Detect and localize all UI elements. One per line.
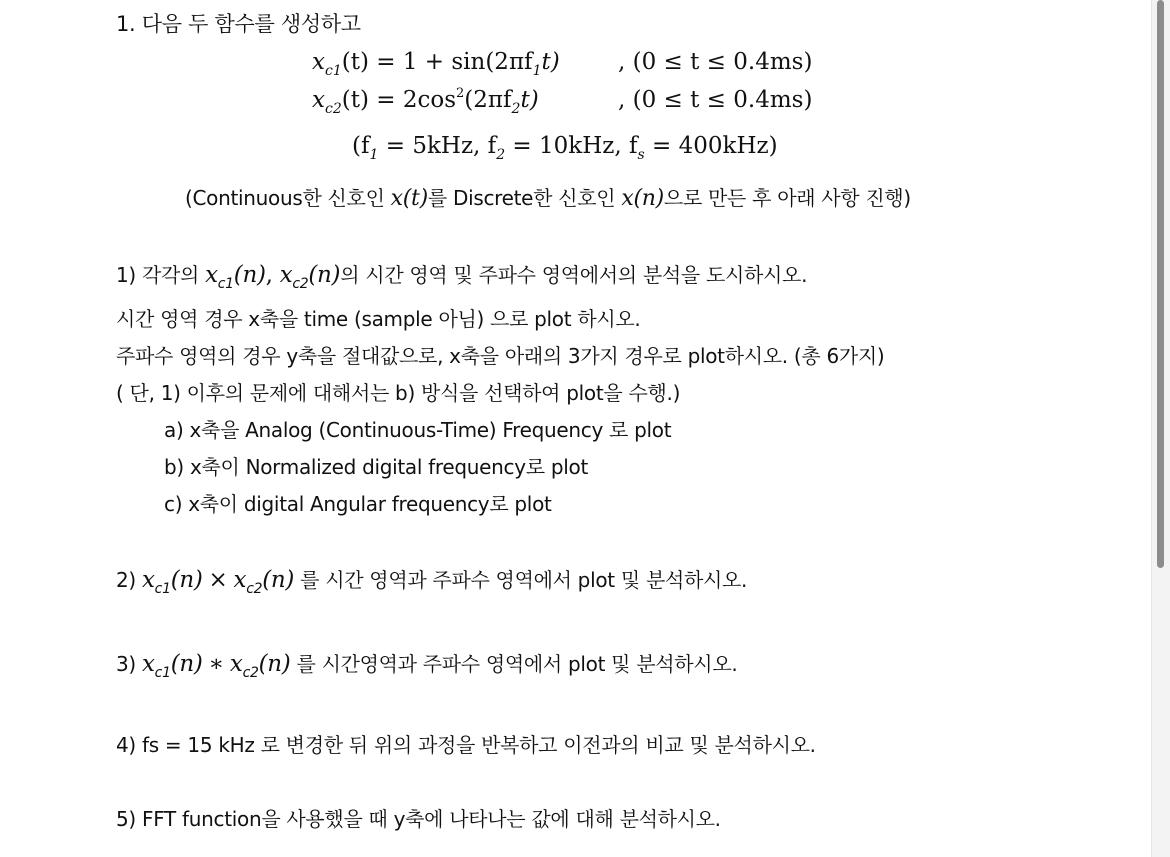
equation-xc2-range: , (0 ≤ t ≤ 0.4ms) [618,87,813,113]
continuous-to-discrete-note: (Continuous한 신호인 x(t)를 Discrete한 신호인 x(n)으로 만든 후 아래 사항 진행) [185,186,911,211]
option-c: c) x축이 digital Angular frequency로 plot [164,492,552,516]
option-b: b) x축이 Normalized digital frequency로 plot [164,455,589,479]
equation-xc1: $x_{c1}(t) = 1 + \sin(2\pi f_1t)$ [312,49,560,79]
question-3: 3) $x_{c1}(n)$ ∗ $x_{c2}(n)$ 를 시간영역과 주파수 영역에서 plot 및 분석하시오. [116,651,738,681]
option-a: a) x축을 Analog (Continuous-Time) Frequency 로 plot [164,418,672,442]
scrollbar-thumb[interactable] [1157,0,1164,568]
question-1-time-domain: 시간 영역 경우 x축을 time (sample 아님) 으로 plot 하시오. [116,307,641,331]
question-1-note: ( 단, 1) 이후의 문제에 대해서는 b) 방식을 선택하여 plot을 수행.) [116,381,681,405]
question-5: 5) FFT function을 사용했을 때 y축에 나타나는 값에 대해 분석하시오. [116,807,721,831]
question-4: 4) fs = 15 kHz 로 변경한 뒤 위의 과정을 반복하고 이전과의 비교 및 분석하시오. [116,733,816,757]
question-2: 2) $x_{c1}(n) \times x_{c2}(n)$ 를 시간 영역과 주파수 영역에서 plot 및 분석하시오. [116,567,748,597]
question-1: 1) 각각의 $x_{c1}(n)$, $x_{c2}(n)$의 시간 영역 및 주파수 영역에서의 분석을 도시하시오. [116,262,808,292]
vertical-scrollbar[interactable] [1151,0,1170,857]
frequency-parameters: ($f_1 = 5kHz$, $f_2 = 10kHz$, $f_s = 400kHz$) [352,133,778,163]
problem-title: 1. 다음 두 함수를 생성하고 [116,12,361,36]
equation-xc2: $x_{c2}(t) = 2\cos^2(2\pi f_2t)$ [312,86,539,117]
equation-xc1-range: , (0 ≤ t ≤ 0.4ms) [618,49,813,75]
question-1-frequency-domain: 주파수 영역의 경우 y축을 절대값으로, x축을 아래의 3가지 경우로 plot하시오. (총 6가지) [116,344,885,368]
